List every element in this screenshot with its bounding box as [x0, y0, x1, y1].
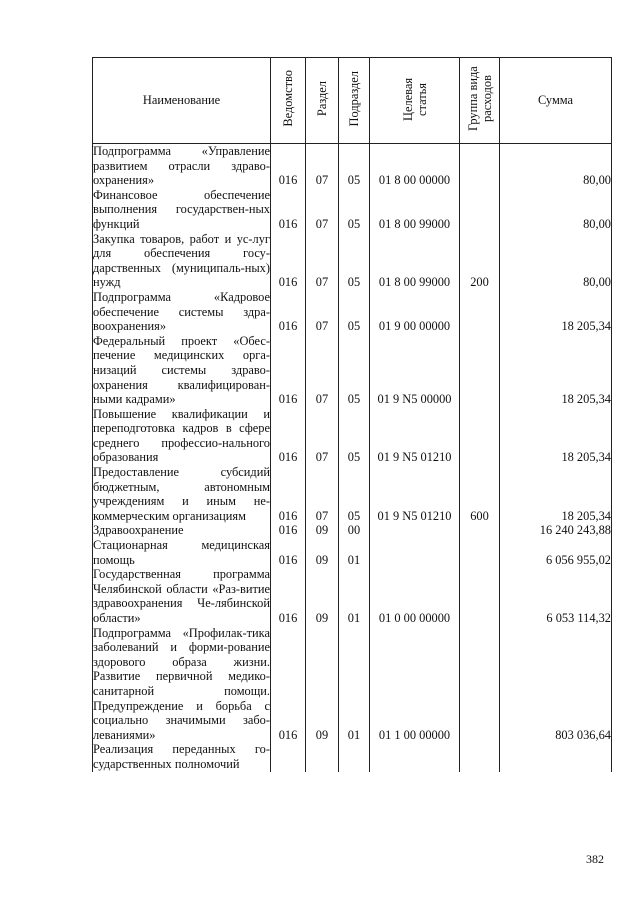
budget-table: [92, 57, 612, 772]
row-podrazdel: 05: [339, 188, 370, 232]
row-podrazdel: 01: [339, 567, 370, 625]
row-podrazdel: 05: [339, 232, 370, 290]
header-tselevaya-statya: Целевая статья: [370, 58, 460, 144]
row-name: Здравоохранение: [93, 523, 271, 538]
row-podrazdel: 01: [339, 626, 370, 743]
table-row: [93, 334, 612, 407]
row-vedomstvo: 016: [271, 290, 306, 334]
header-summa: Сумма: [500, 58, 612, 144]
row-podrazdel: 05: [339, 144, 370, 188]
header-razdel: Раздел: [306, 58, 339, 144]
row-tselevaya-statya: [370, 523, 460, 538]
row-podrazdel: 01: [339, 538, 370, 567]
table-row: [93, 232, 612, 290]
page-number: 382: [586, 852, 604, 866]
row-gruppa: [460, 188, 500, 232]
row-tselevaya-statya: 01 8 00 99000: [370, 188, 460, 232]
row-name: Подпрограмма «Управление развитием отрасли здраво-охранения»: [93, 144, 270, 188]
row-razdel: 09: [306, 626, 339, 743]
row-podrazdel: 00: [339, 523, 370, 538]
row-tselevaya-statya: [370, 538, 460, 567]
row-podrazdel: 05: [339, 465, 370, 523]
row-summa: 803 036,64: [500, 626, 612, 743]
row-summa: [500, 742, 612, 771]
row-razdel: 07: [306, 144, 339, 188]
row-razdel: 09: [306, 523, 339, 538]
row-podrazdel: 05: [339, 334, 370, 407]
row-tselevaya-statya: 01 0 00 00000: [370, 567, 460, 625]
row-razdel: 07: [306, 188, 339, 232]
header-vedomstvo: Ведомство: [271, 58, 306, 144]
row-name: Финансовое обеспечение выполнения государствен-ных функций: [93, 187, 270, 231]
row-tselevaya-statya: 01 9 00 00000: [370, 290, 460, 334]
row-name: Стационарная медицинская помощь: [93, 538, 270, 567]
row-tselevaya-statya: 01 8 00 00000: [370, 144, 460, 188]
row-vedomstvo: 016: [271, 465, 306, 523]
row-tselevaya-statya: [370, 742, 460, 771]
row-tselevaya-statya: 01 9 N5 01210: [370, 407, 460, 465]
row-vedomstvo: 016: [271, 407, 306, 465]
row-vedomstvo: 016: [271, 523, 306, 538]
row-razdel: 09: [306, 538, 339, 567]
row-name: Предоставление субсидий бюджетным, автономным учреждениям и иным не-коммерческим организациям: [93, 465, 270, 523]
table-row: [93, 290, 612, 334]
row-vedomstvo: 016: [271, 626, 306, 743]
row-vedomstvo: [271, 742, 306, 771]
row-vedomstvo: 016: [271, 334, 306, 407]
row-razdel: 09: [306, 567, 339, 625]
table-row: [93, 523, 612, 538]
row-gruppa: [460, 567, 500, 625]
row-summa: 18 205,34: [500, 465, 612, 523]
row-vedomstvo: 016: [271, 232, 306, 290]
row-vedomstvo: 016: [271, 538, 306, 567]
row-podrazdel: [339, 742, 370, 771]
row-vedomstvo: 016: [271, 144, 306, 188]
row-summa: 6 056 955,02: [500, 538, 612, 567]
row-razdel: 07: [306, 465, 339, 523]
row-gruppa: 600: [460, 465, 500, 523]
row-podrazdel: 05: [339, 290, 370, 334]
table-header-row: [93, 58, 612, 144]
table-row: [93, 144, 612, 188]
header-name: Наименование: [93, 58, 271, 144]
row-name: Федеральный проект «Обес-печение медицинских орга-низаций системы здраво-охранения квалифицирован-ными кадрами»: [93, 333, 270, 407]
row-summa: 18 205,34: [500, 407, 612, 465]
row-gruppa: [460, 626, 500, 743]
row-razdel: [306, 742, 339, 771]
row-gruppa: [460, 742, 500, 771]
row-tselevaya-statya: 01 8 00 99000: [370, 232, 460, 290]
row-razdel: 07: [306, 407, 339, 465]
row-vedomstvo: 016: [271, 188, 306, 232]
row-summa: 6 053 114,32: [500, 567, 612, 625]
table-row: [93, 538, 612, 567]
row-gruppa: [460, 144, 500, 188]
row-vedomstvo: 016: [271, 567, 306, 625]
row-name: Повышение квалификации и переподготовка кадров в сфере среднего профессио-нального образования: [93, 406, 270, 465]
row-razdel: 07: [306, 232, 339, 290]
row-razdel: 07: [306, 334, 339, 407]
row-name: Реализация переданных го-сударственных полномочий: [93, 742, 270, 771]
row-tselevaya-statya: 01 9 N5 01210: [370, 465, 460, 523]
row-summa: 80,00: [500, 188, 612, 232]
row-name: Государственная программа Челябинской области «Раз-витие здравоохранения Че-лябинской области»: [93, 567, 270, 625]
row-name: Подпрограмма «Профилак-тика заболеваний и форми-рование здорового образа жизни. Развитие первичной медико-санитарной помощи. Предупреждение и борьба с социально значимыми забо-леваниями»: [93, 625, 270, 742]
table-row: [93, 188, 612, 232]
row-gruppa: [460, 334, 500, 407]
row-summa: 16 240 243,88: [500, 523, 612, 538]
header-podrazdel: Подраздел: [339, 58, 370, 144]
table-row: [93, 626, 612, 743]
table-row: [93, 465, 612, 523]
header-gruppa-vida-raskhodov: Группа вида расходов: [460, 58, 500, 144]
table-row: [93, 407, 612, 465]
row-gruppa: [460, 523, 500, 538]
table-row: [93, 567, 612, 625]
row-summa: 18 205,34: [500, 334, 612, 407]
row-tselevaya-statya: 01 9 N5 00000: [370, 334, 460, 407]
row-name: Подпрограмма «Кадровое обеспечение системы здра-воохранения»: [93, 289, 270, 334]
row-razdel: 07: [306, 290, 339, 334]
row-gruppa: [460, 407, 500, 465]
row-summa: 18 205,34: [500, 290, 612, 334]
row-gruppa: [460, 290, 500, 334]
row-name: Закупка товаров, работ и ус-луг для обеспечения госу-дарственных (муниципаль-ных) нужд: [93, 231, 270, 290]
row-podrazdel: 05: [339, 407, 370, 465]
row-tselevaya-statya: 01 1 00 00000: [370, 626, 460, 743]
row-summa: 80,00: [500, 232, 612, 290]
row-summa: 80,00: [500, 144, 612, 188]
row-gruppa: [460, 538, 500, 567]
table-row: [93, 742, 612, 771]
row-gruppa: 200: [460, 232, 500, 290]
